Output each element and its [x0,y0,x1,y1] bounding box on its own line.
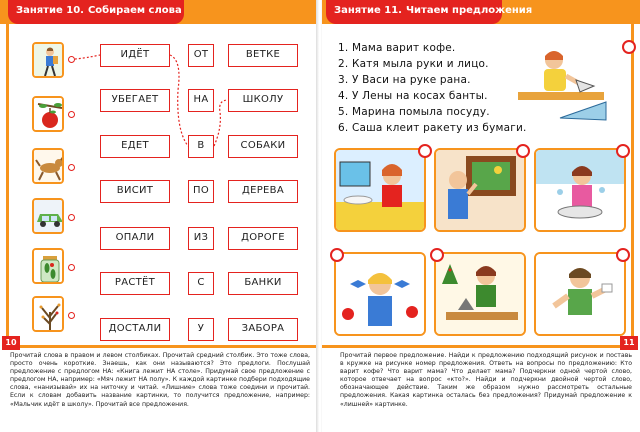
word-col2-row7[interactable]: У [188,318,214,341]
word-col2-row5[interactable]: ИЗ [188,227,214,250]
sentence-list [338,40,527,136]
scene-girl-washing-face[interactable] [534,148,626,232]
tree-bare-icon[interactable] [32,296,64,332]
left-lesson-number: Занятие 10. [16,5,84,16]
word-col2-row4[interactable]: ПО [188,180,214,203]
jar-pickles-icon[interactable] [32,248,64,284]
answer-ring-3[interactable] [616,144,630,158]
right-page-number: 11 [620,336,638,350]
plug-6[interactable] [68,312,75,319]
sentence-3[interactable]: 3. У Васи на руке рана. [338,74,471,86]
right-lesson-name: Читаем предложения [405,5,533,16]
answer-ring-2[interactable] [516,144,530,158]
scene-boy-with-bandaged-hand[interactable] [534,252,626,336]
word-col1-row1[interactable]: ИДЁТ [100,44,170,67]
right-lesson-number: Занятие 11. [334,5,402,16]
word-col2-row6[interactable]: С [188,272,214,295]
word-col3-row5[interactable]: ДОРОГЕ [228,227,298,250]
plug-1[interactable] [68,56,75,63]
scene-boy-gluing-rocket[interactable] [510,40,610,128]
apple-branch-icon[interactable] [32,96,64,132]
word-col3-row1[interactable]: ВЕТКЕ [228,44,298,67]
scene-girl-with-bows[interactable] [334,252,426,336]
boy-walking-icon[interactable] [32,42,64,78]
word-col3-row6[interactable]: БАНКИ [228,272,298,295]
right-instructions: Прочитай первое предложение. Найди к предложению подходящий рисунок и поставь в кружке на рисунке номер предложения. Ответь на вопросы по предложению: Кто варит кофе? Что варит мама? Что делает мама? Подчеркни одной чертой слово, которое отвечает на вопрос «кто?». Найди и подчеркни двойной чертой слово, обозначающее действие. Таким же образом нужно рассмотреть остальные предложения. Какая картинка осталась без предложения? Придумай предложение к «лишней» картинке. [340,352,632,408]
left-page-number: 10 [2,336,20,350]
dog-running-icon[interactable] [32,148,64,184]
scene-boy-with-painting[interactable] [434,148,526,232]
sentence-5[interactable]: 5. Марина помыла посуду. [338,106,490,118]
right-lesson-title [334,5,532,16]
answer-ring-4[interactable] [330,248,344,262]
sentence-1[interactable]: 1. Мама варит кофе. [338,42,456,54]
left-instructions: Прочитай слова в правом и левом столбиках. Прочитай средний столбик. Это тоже слова, просто очень короткие. Знаешь, как они называются? Это предлоги. Послушай предложение с предлогом НА: «Книга лежит НА столе». Придумай свое предложение с предлогом НА, например: «Мяч лежит НА полу». К каждой картинке подбери подходящие слова, «нанизывай» их на ниточку и читай. «Лишние» слова тоже соедини и прочитай. Если к словам добавить название картинки, то получится предложение, например: «Мальчик идёт в школу». Прочитай все предложения. [10,352,310,408]
word-col3-row2[interactable]: ШКОЛУ [228,89,298,112]
word-col3-row4[interactable]: ДЕРЕВА [228,180,298,203]
scene-girl-washing-dishes[interactable] [334,148,426,232]
word-col2-row1[interactable]: ОТ [188,44,214,67]
left-lesson-name: Собираем слова [87,5,182,16]
word-col3-row3[interactable]: СОБАКИ [228,135,298,158]
word-col1-row5[interactable]: ОПАЛИ [100,227,170,250]
word-col2-row2[interactable]: НА [188,89,214,112]
word-col1-row6[interactable]: РАСТЁТ [100,272,170,295]
word-col3-row7[interactable]: ЗАБОРА [228,318,298,341]
left-page [0,0,318,432]
sentence-2[interactable]: 2. Катя мыла руки и лицо. [338,58,489,70]
answer-ring-1[interactable] [418,144,432,158]
answer-ring-5[interactable] [430,248,444,262]
word-col1-row4[interactable]: ВИСИТ [100,180,170,203]
plug-3[interactable] [68,164,75,171]
word-col2-row3[interactable]: В [188,135,214,158]
plug-4[interactable] [68,214,75,221]
scene-mother-making-coffee[interactable] [434,252,526,336]
right-page [322,0,640,432]
car-driving-icon[interactable] [32,198,64,234]
answer-ring-0[interactable] [622,40,636,54]
plug-5[interactable] [68,264,75,271]
word-col1-row3[interactable]: ЕДЕТ [100,135,170,158]
sentence-6[interactable]: 6. Саша клеит ракету из бумаги. [338,122,527,134]
answer-ring-6[interactable] [616,248,630,262]
word-col1-row2[interactable]: УБЕГАЕТ [100,89,170,112]
word-col1-row7[interactable]: ДОСТАЛИ [100,318,170,341]
sentence-4[interactable]: 4. У Лены на косах банты. [338,90,488,102]
left-lesson-title [16,5,182,16]
plug-2[interactable] [68,111,75,118]
